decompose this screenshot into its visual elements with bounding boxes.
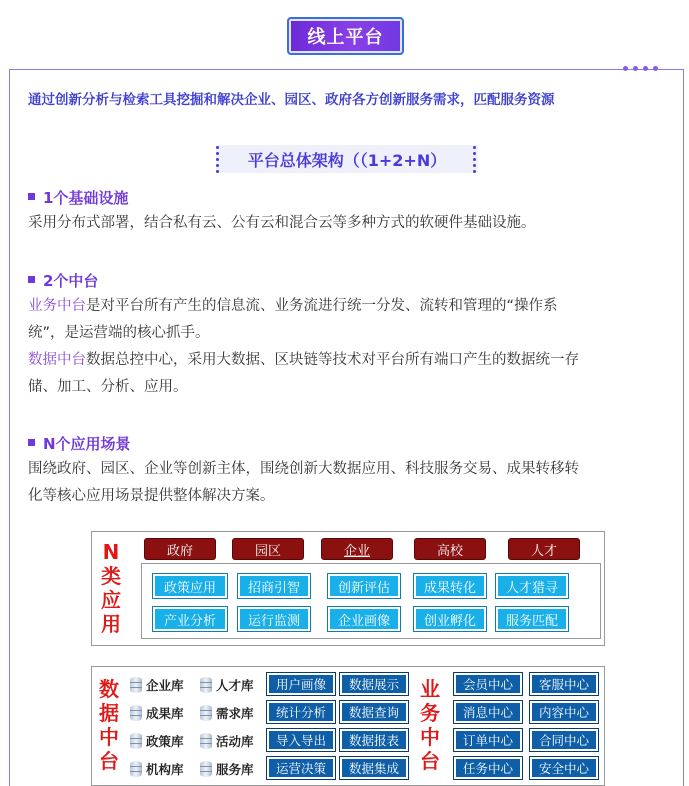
app-tile: 运行监测	[238, 607, 310, 631]
data-module: 运营决策	[267, 757, 335, 779]
section-heading-infra: 1个基础设施	[28, 187, 128, 208]
architecture-title	[216, 145, 478, 173]
intro-text: 通过创新分析与检索工具挖掘和解决企业、园区、政府各方创新服务需求，匹配服务资源	[28, 92, 555, 108]
business-module: 消息中心	[454, 701, 522, 723]
database-icon	[200, 733, 212, 749]
diagram-side-label-business: 业 务 中 台	[420, 677, 440, 773]
section-body-apps: 围绕政府、园区、企业等创新主体，围绕创新大数据应用、科技服务交易、成果转移转 化等核心应用场景提供整体解决方案。	[28, 461, 579, 504]
data-module: 数据查询	[340, 701, 408, 723]
frame-dots-decoration	[623, 66, 658, 71]
data-term: 数据中台	[28, 352, 86, 368]
diagram-side-label-apps: N 类 应 用	[101, 540, 121, 636]
app-tile: 企业画像	[328, 607, 400, 631]
category-talent: 人才	[508, 538, 580, 560]
diagram-side-label-data: 数 据 中 台	[99, 677, 119, 773]
data-module: 统计分析	[267, 701, 335, 723]
database-icon	[130, 733, 142, 749]
database-item: 活动库	[200, 732, 254, 750]
database-item: 需求库	[200, 704, 254, 722]
business-module: 会员中心	[454, 673, 522, 695]
app-tile: 政策应用	[153, 574, 227, 598]
architecture-title-text: 平台总体架构（（1+2+N）	[247, 150, 447, 170]
page-title: 线上平台	[307, 27, 384, 48]
category-enterprise: 企业	[321, 538, 393, 560]
section-heading-apps: N个应用场景	[28, 433, 131, 454]
database-icon	[200, 677, 212, 693]
business-module: 客服中心	[530, 673, 598, 695]
data-module: 数据报表	[340, 729, 408, 751]
database-icon	[130, 705, 142, 721]
database-item: 机构库	[130, 760, 184, 778]
app-tile: 产业分析	[153, 607, 227, 631]
app-tile: 服务匹配	[496, 607, 568, 631]
data-module: 数据展示	[340, 673, 408, 695]
diagram-platforms	[91, 666, 605, 786]
section-body-business: 业务中台是对平台所有产生的信息流、业务流进行统一分发、流转和管理的“操作系 统”，是运营端的核心抓手。 数据中台数据总控中心，采用大数据、区块链等技术对平台所有端口产生的数据统一存 储、加工、分析、应用。	[28, 298, 579, 395]
app-tile: 创业孵化	[414, 607, 486, 631]
section-body-infra: 采用分布式部署，结合私有云、公有云和混合云等多种方式的软硬件基础设施。	[28, 215, 536, 231]
section-heading-middle: 2个中台	[28, 270, 98, 291]
business-module: 订单中心	[454, 729, 522, 751]
business-module: 安全中心	[530, 757, 598, 779]
database-item: 成果库	[130, 704, 184, 722]
business-module: 合同中心	[530, 729, 598, 751]
diagram-applications	[91, 531, 605, 646]
category-park: 园区	[232, 538, 304, 560]
database-item: 政策库	[130, 732, 184, 750]
app-tile: 创新评估	[328, 574, 400, 598]
dots-right-decoration	[473, 146, 476, 173]
business-module: 任务中心	[454, 757, 522, 779]
data-module: 用户画像	[267, 673, 335, 695]
database-icon	[200, 761, 212, 777]
data-module: 数据集成	[340, 757, 408, 779]
dots-left-decoration	[216, 146, 219, 173]
database-icon	[200, 705, 212, 721]
category-government: 政府	[144, 538, 216, 560]
data-module: 导入导出	[267, 729, 335, 751]
business-module: 内容中心	[530, 701, 598, 723]
database-item: 服务库	[200, 760, 254, 778]
database-item: 企业库	[130, 676, 184, 694]
apps-grid	[141, 563, 601, 639]
database-icon	[130, 761, 142, 777]
category-university: 高校	[414, 538, 486, 560]
bullet-square-icon	[28, 193, 35, 200]
database-icon	[130, 677, 142, 693]
app-tile: 人才猎寻	[496, 574, 568, 598]
page-title-badge	[287, 17, 404, 55]
database-item: 人才库	[200, 676, 254, 694]
business-term: 业务中台	[28, 298, 86, 314]
bullet-square-icon	[28, 439, 35, 446]
bullet-square-icon	[28, 276, 35, 283]
app-tile: 招商引智	[238, 574, 310, 598]
app-tile: 成果转化	[414, 574, 486, 598]
